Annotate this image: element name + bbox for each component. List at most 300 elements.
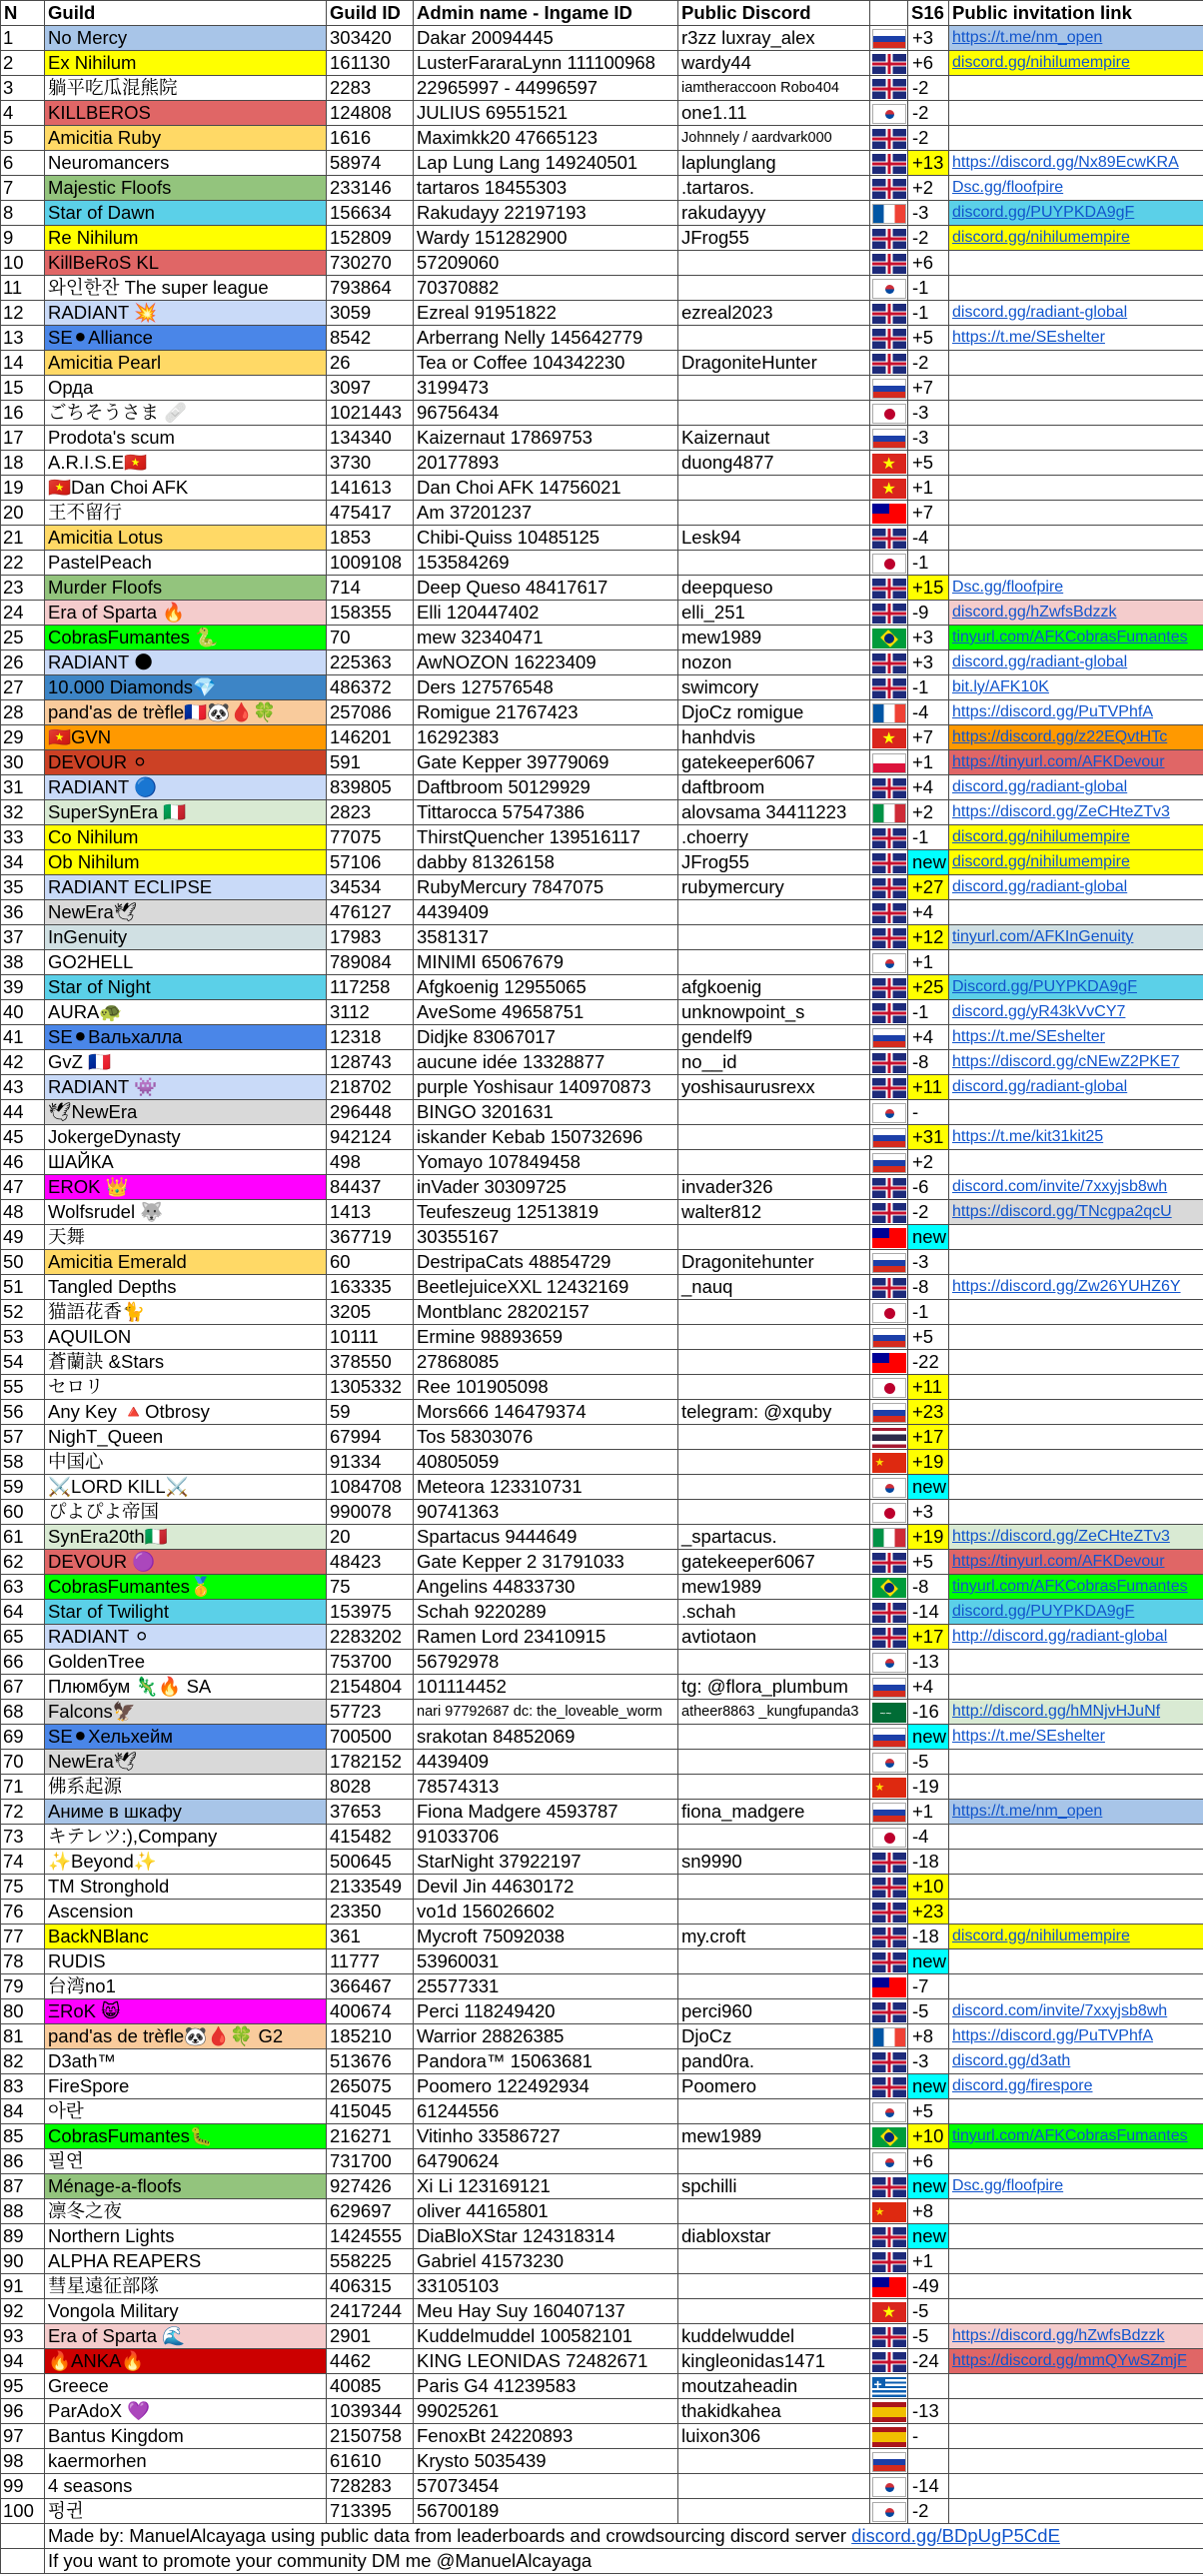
admin-cell: Didjke 83067017 xyxy=(414,1025,678,1050)
ru-flag-icon xyxy=(872,1128,906,1148)
invitation-link-cell xyxy=(949,1974,1203,1999)
footer-promo: If you want to promote your community DM me @ManuelAlcayaga xyxy=(45,2549,1203,2574)
guild-id-cell: 3097 xyxy=(327,376,414,401)
invitation-link[interactable]: discord.gg/nihilumempire xyxy=(952,54,1130,71)
s16-change-cell: new xyxy=(908,1225,949,1250)
rank-cell: 46 xyxy=(1,1150,45,1175)
invitation-link[interactable]: https://tinyurl.com/AFKDevour xyxy=(952,1553,1165,1570)
s16-change-cell: -13 xyxy=(908,2399,949,2424)
flag-cell xyxy=(870,1075,908,1100)
invitation-link-cell xyxy=(949,775,1203,800)
footer-discord-link[interactable]: discord.gg/BDpUgP5CdE xyxy=(851,2525,1060,2546)
guild-id-cell: 3730 xyxy=(327,451,414,476)
flag-cell xyxy=(870,1825,908,1850)
discord-cell xyxy=(678,326,870,351)
tw-flag-icon xyxy=(872,1228,906,1248)
s16-change-cell: -1 xyxy=(908,675,949,700)
rank-cell: 57 xyxy=(1,1425,45,1450)
invitation-link[interactable]: https://discord.gg/Nx89EcwKRA xyxy=(952,154,1179,171)
rank-cell: 14 xyxy=(1,351,45,376)
invitation-link[interactable]: discord.gg/nihilumempire xyxy=(952,1928,1130,1944)
table-row xyxy=(1,1275,1203,1300)
guild-id-cell: 218702 xyxy=(327,1075,414,1100)
admin-cell: StarNight 37922197 xyxy=(414,1850,678,1875)
guild-name-cell: Amicitia Emerald xyxy=(45,1250,327,1275)
s16-change-cell: - xyxy=(908,2424,949,2449)
s16-change-cell: new xyxy=(908,850,949,875)
invitation-link[interactable]: discord.com/invite/7xxyjsb8wh xyxy=(952,2002,1168,2019)
invitation-link[interactable]: discord.gg/nihilumempire xyxy=(952,853,1130,870)
invitation-link[interactable]: https://discord.gg/TNcgpa2qcU xyxy=(952,1203,1172,1220)
jp-flag-icon xyxy=(872,1503,906,1523)
invitation-link-cell xyxy=(949,76,1203,101)
guild-name-cell: ごちそうさま 🩹 xyxy=(45,401,327,426)
rank-cell: 34 xyxy=(1,850,45,875)
flag-cell xyxy=(870,51,908,76)
discord-cell: telegram: @xquby xyxy=(678,1400,870,1425)
table-row xyxy=(1,201,1203,226)
guild-name-cell: Majestic Floofs xyxy=(45,176,327,201)
invitation-link[interactable]: https://discord.gg/PuTVPhfA xyxy=(952,703,1153,720)
uk-flag-icon xyxy=(872,54,906,74)
table-row xyxy=(1,1125,1203,1150)
guild-id-cell: 558225 xyxy=(327,2249,414,2274)
uk-flag-icon xyxy=(872,1603,906,1623)
invitation-link[interactable]: https://discord.gg/hZwfsBdzzk xyxy=(952,2327,1165,2344)
invitation-link[interactable]: Discord.gg/PUYPKDA9gF xyxy=(952,978,1137,995)
invitation-link[interactable]: https://t.me/nm_open xyxy=(952,29,1103,46)
guild-id-cell: 57723 xyxy=(327,1700,414,1725)
invitation-link-cell xyxy=(949,1900,1203,1925)
guild-name-cell: BackNBlanc xyxy=(45,1925,327,1949)
rank-cell: 59 xyxy=(1,1475,45,1500)
discord-cell: atheer8863 _kungfupanda3 xyxy=(678,1700,870,1725)
invitation-link[interactable]: discord.gg/hZwfsBdzzk xyxy=(952,604,1117,621)
guild-id-cell: 714 xyxy=(327,576,414,601)
guild-name-cell: Falcons🦅 xyxy=(45,1700,327,1725)
table-row xyxy=(1,76,1203,101)
invitation-link-cell xyxy=(949,51,1203,76)
guild-id-cell: 58974 xyxy=(327,151,414,176)
ru-flag-icon xyxy=(872,2452,906,2472)
guild-id-cell: 57106 xyxy=(327,850,414,875)
discord-cell xyxy=(678,1900,870,1925)
flag-cell xyxy=(870,1125,908,1150)
flag-cell xyxy=(870,2299,908,2324)
s16-change-cell: +1 xyxy=(908,1800,949,1825)
guild-id-cell: 3059 xyxy=(327,301,414,326)
table-row xyxy=(1,1200,1203,1225)
guild-id-cell: 513676 xyxy=(327,2049,414,2074)
s16-change-cell: +1 xyxy=(908,476,949,501)
rank-cell: 35 xyxy=(1,875,45,900)
invitation-link-cell xyxy=(949,1350,1203,1375)
flag-cell xyxy=(870,775,908,800)
guild-name-cell: Amicitia Ruby xyxy=(45,126,327,151)
admin-cell: Ermine 98893659 xyxy=(414,1325,678,1350)
invitation-link[interactable]: bit.ly/AFK10K xyxy=(952,678,1049,695)
flag-cell xyxy=(870,426,908,451)
table-row xyxy=(1,576,1203,601)
discord-cell: .choerry xyxy=(678,825,870,850)
guild-name-cell: 🇻🇳GVN xyxy=(45,725,327,750)
admin-cell: inVader 30309725 xyxy=(414,1175,678,1200)
invitation-link-cell xyxy=(949,576,1203,601)
flag-cell xyxy=(870,1949,908,1974)
invitation-link[interactable]: discord.gg/firespore xyxy=(952,2077,1093,2094)
s16-change-cell: -5 xyxy=(908,2299,949,2324)
s16-change-cell: -8 xyxy=(908,1050,949,1075)
discord-cell xyxy=(678,1500,870,1525)
discord-cell: moutzaheadin xyxy=(678,2374,870,2399)
s16-change-cell: -1 xyxy=(908,1000,949,1025)
s16-change-cell: -2 xyxy=(908,351,949,376)
invitation-link-cell xyxy=(949,101,1203,126)
discord-cell: mew1989 xyxy=(678,626,870,650)
flag-cell xyxy=(870,1850,908,1875)
discord-cell: _nauq xyxy=(678,1275,870,1300)
table-row xyxy=(1,2399,1203,2424)
invitation-link[interactable]: https://discord.gg/ZeCHteZTv3 xyxy=(952,803,1170,820)
invitation-link[interactable]: https://discord.gg/z22EQvtHTc xyxy=(952,728,1168,745)
guild-name-cell: Vongola Military xyxy=(45,2299,327,2324)
guild-name-cell: Co Nihilum xyxy=(45,825,327,850)
s16-change-cell: -18 xyxy=(908,1925,949,1949)
invitation-link[interactable]: https://discord.gg/cNEwZ2PKE7 xyxy=(952,1053,1180,1070)
s16-change-cell: -4 xyxy=(908,700,949,725)
guild-name-cell: セロリ xyxy=(45,1375,327,1400)
table-row xyxy=(1,326,1203,351)
uk-flag-icon xyxy=(872,1628,906,1648)
flag-cell xyxy=(870,1900,908,1925)
invitation-link[interactable]: tinyurl.com/AFKCobrasFumantes xyxy=(952,629,1188,645)
guild-id-cell: 163335 xyxy=(327,1275,414,1300)
discord-cell xyxy=(678,1225,870,1250)
invitation-link[interactable]: discord.gg/nihilumempire xyxy=(952,828,1130,845)
invitation-link[interactable]: discord.gg/yR43kVvCY7 xyxy=(952,1003,1126,1020)
kr-flag-icon xyxy=(872,1478,906,1498)
invitation-link[interactable]: discord.gg/radiant-global xyxy=(952,878,1128,895)
uk-flag-icon xyxy=(872,2052,906,2072)
rank-cell: 83 xyxy=(1,2074,45,2099)
guild-id-cell: 158355 xyxy=(327,601,414,626)
rank-cell: 48 xyxy=(1,1200,45,1225)
discord-cell xyxy=(678,1325,870,1350)
guild-name-cell: SE⚫Вальхалла xyxy=(45,1025,327,1050)
guild-id-cell: 23350 xyxy=(327,1900,414,1925)
rank-cell: 81 xyxy=(1,2024,45,2049)
invitation-link[interactable]: discord.gg/radiant-global xyxy=(952,304,1128,321)
flag-cell xyxy=(870,151,908,176)
invitation-link[interactable]: https://t.me/kit31kit25 xyxy=(952,1128,1104,1145)
rank-cell: 74 xyxy=(1,1850,45,1875)
guild-id-cell: 927426 xyxy=(327,2174,414,2199)
guild-name-cell: Era of Sparta 🌊 xyxy=(45,2324,327,2349)
guild-id-cell: 59 xyxy=(327,1400,414,1425)
table-row xyxy=(1,1475,1203,1500)
s16-change-cell: +1 xyxy=(908,950,949,975)
tw-flag-icon xyxy=(872,1977,906,1997)
invitation-link-cell xyxy=(949,476,1203,501)
guild-name-cell: 台湾no1 xyxy=(45,1974,327,1999)
table-row xyxy=(1,1400,1203,1425)
s16-change-cell: -49 xyxy=(908,2274,949,2299)
vn-flag-icon xyxy=(872,2302,906,2322)
invitation-link[interactable]: discord.gg/radiant-global xyxy=(952,778,1128,795)
ru-flag-icon xyxy=(872,429,906,449)
admin-cell: 56792978 xyxy=(414,1650,678,1675)
invitation-link-cell xyxy=(949,1775,1203,1800)
invitation-link-cell xyxy=(949,526,1203,551)
guild-id-cell: 2417244 xyxy=(327,2299,414,2324)
s16-change-cell: +1 xyxy=(908,750,949,775)
table-row xyxy=(1,1775,1203,1800)
uk-flag-icon xyxy=(872,154,906,174)
invitation-link-cell xyxy=(949,201,1203,226)
flag-cell xyxy=(870,2049,908,2074)
invitation-link[interactable]: tinyurl.com/AFKCobrasFumantes xyxy=(952,2127,1188,2144)
admin-cell: Dakar 20094445 xyxy=(414,26,678,51)
flag-cell xyxy=(870,1325,908,1350)
invitation-link[interactable]: https://tinyurl.com/AFKDevour xyxy=(952,753,1165,770)
invitation-link[interactable]: https://discord.gg/mmQYwSZmjF xyxy=(952,2352,1187,2369)
guild-name-cell: ✨Beyond✨ xyxy=(45,1850,327,1875)
invitation-link-cell xyxy=(949,2449,1203,2474)
table-row xyxy=(1,2274,1203,2299)
s16-change-cell: -3 xyxy=(908,426,949,451)
table-row xyxy=(1,301,1203,326)
admin-cell: Pandora™ 15063681 xyxy=(414,2049,678,2074)
invitation-link[interactable]: https://discord.gg/ZeCHteZTv3 xyxy=(952,1528,1170,1545)
table-row xyxy=(1,1675,1203,1700)
guild-name-cell: SynEra20th🇮🇹 xyxy=(45,1525,327,1550)
rank-cell: 31 xyxy=(1,775,45,800)
s16-change-cell: -2 xyxy=(908,226,949,251)
s16-change-cell: +7 xyxy=(908,501,949,526)
rank-cell: 44 xyxy=(1,1100,45,1125)
rank-cell: 86 xyxy=(1,2149,45,2174)
table-row xyxy=(1,351,1203,376)
table-row xyxy=(1,800,1203,825)
invitation-link-cell xyxy=(949,925,1203,950)
flag-cell xyxy=(870,126,908,151)
discord-cell: pand0ra. xyxy=(678,2049,870,2074)
rank-cell: 52 xyxy=(1,1300,45,1325)
admin-cell: Paris G4 41239583 xyxy=(414,2374,678,2399)
flag-cell xyxy=(870,1200,908,1225)
invitation-link[interactable]: Dsc.gg/floofpire xyxy=(952,179,1064,196)
discord-cell xyxy=(678,1100,870,1125)
jp-flag-icon xyxy=(872,1828,906,1848)
s16-change-cell: +17 xyxy=(908,1425,949,1450)
table-row xyxy=(1,1800,1203,1825)
rank-cell: 51 xyxy=(1,1275,45,1300)
table-row xyxy=(1,1175,1203,1200)
s16-change-cell: -2 xyxy=(908,2499,949,2524)
invitation-link[interactable]: Dsc.gg/floofpire xyxy=(952,2177,1064,2194)
discord-cell xyxy=(678,1425,870,1450)
flag-cell xyxy=(870,551,908,576)
discord-cell: mew1989 xyxy=(678,1575,870,1600)
rank-cell: 72 xyxy=(1,1800,45,1825)
invitation-link[interactable]: discord.gg/PUYPKDA9gF xyxy=(952,1603,1135,1620)
invitation-link[interactable]: Dsc.gg/floofpire xyxy=(952,579,1064,596)
flag-cell xyxy=(870,401,908,426)
header-link: Public invitation link xyxy=(949,1,1203,26)
guild-name-cell: Greece xyxy=(45,2374,327,2399)
invitation-link-cell xyxy=(949,1400,1203,1425)
invitation-link[interactable]: discord.gg/radiant-global xyxy=(952,653,1128,670)
discord-cell xyxy=(678,1475,870,1500)
discord-cell: fiona_madgere xyxy=(678,1800,870,1825)
invitation-link[interactable]: tinyurl.com/AFKInGenuity xyxy=(952,928,1134,945)
table-row xyxy=(1,2149,1203,2174)
invitation-link-cell xyxy=(949,1850,1203,1875)
rank-cell: 99 xyxy=(1,2474,45,2499)
admin-cell: 96756434 xyxy=(414,401,678,426)
guild-id-cell: 839805 xyxy=(327,775,414,800)
guild-name-cell: Tangled Depths xyxy=(45,1275,327,1300)
invitation-link-cell xyxy=(949,2224,1203,2249)
s16-change-cell: +6 xyxy=(908,2149,949,2174)
rank-cell: 75 xyxy=(1,1875,45,1900)
flag-cell xyxy=(870,1400,908,1425)
rank-cell: 41 xyxy=(1,1025,45,1050)
invitation-link[interactable]: https://discord.gg/PuTVPhfA xyxy=(952,2027,1153,2044)
table-row xyxy=(1,1925,1203,1949)
invitation-link-cell xyxy=(949,501,1203,526)
table-row xyxy=(1,1225,1203,1250)
invitation-link-cell xyxy=(949,750,1203,775)
invitation-link-cell xyxy=(949,1125,1203,1150)
invitation-link[interactable]: http://discord.gg/hMNjvHJuNf xyxy=(952,1703,1161,1720)
admin-cell: 16292383 xyxy=(414,725,678,750)
flag-cell xyxy=(870,2499,908,2524)
admin-cell: Tea or Coffee 104342230 xyxy=(414,351,678,376)
invitation-link[interactable]: tinyurl.com/AFKCobrasFumantes xyxy=(952,1578,1188,1595)
admin-cell: 40805059 xyxy=(414,1450,678,1475)
kr-flag-icon xyxy=(872,1753,906,1773)
invitation-link[interactable]: discord.gg/radiant-global xyxy=(952,1078,1128,1095)
invitation-link-cell xyxy=(949,1450,1203,1475)
rank-cell: 3 xyxy=(1,76,45,101)
th-flag-icon xyxy=(872,1428,906,1448)
table-row xyxy=(1,950,1203,975)
discord-cell: iamtheraccoon Robo404 xyxy=(678,76,870,101)
flag-cell xyxy=(870,1550,908,1575)
s16-change-cell: +23 xyxy=(908,1400,949,1425)
discord-cell: avtiotaon xyxy=(678,1625,870,1650)
discord-cell xyxy=(678,2249,870,2274)
guild-id-cell: 789084 xyxy=(327,950,414,975)
discord-cell xyxy=(678,2274,870,2299)
table-row xyxy=(1,2199,1203,2224)
invitation-link-cell xyxy=(949,276,1203,301)
invitation-link-cell xyxy=(949,126,1203,151)
table-row xyxy=(1,26,1203,51)
header-s16: S16 xyxy=(908,1,949,26)
invitation-link[interactable]: discord.gg/d3ath xyxy=(952,2052,1071,2069)
guild-id-cell: 498 xyxy=(327,1150,414,1175)
guild-id-cell: 1424555 xyxy=(327,2224,414,2249)
invitation-link-cell xyxy=(949,1225,1203,1250)
rank-cell: 1 xyxy=(1,26,45,51)
guild-name-cell: 王不留行 xyxy=(45,501,327,526)
table-row xyxy=(1,1650,1203,1675)
discord-cell: DjoCz romigue xyxy=(678,700,870,725)
admin-cell: Gabriel 41573230 xyxy=(414,2249,678,2274)
invitation-link[interactable]: discord.gg/nihilumempire xyxy=(952,229,1130,246)
invitation-link[interactable]: https://t.me/SEshelter xyxy=(952,329,1105,346)
guild-name-cell: pand'as de trèfle🐼🩸🍀 G2 xyxy=(45,2024,327,2049)
invitation-link[interactable]: https://t.me/SEshelter xyxy=(952,1028,1105,1045)
s16-change-cell: +17 xyxy=(908,1625,949,1650)
rank-cell: 4 xyxy=(1,101,45,126)
guild-name-cell: DEVOUR 🟣 xyxy=(45,1550,327,1575)
table-row xyxy=(1,1150,1203,1175)
s16-change-cell: +1 xyxy=(908,2249,949,2274)
rank-cell: 79 xyxy=(1,1974,45,1999)
invitation-link[interactable]: https://t.me/nm_open xyxy=(952,1803,1103,1820)
guild-name-cell: Amicitia Pearl xyxy=(45,351,327,376)
uk-flag-icon xyxy=(872,2002,906,2022)
admin-cell: Spartacus 9444649 xyxy=(414,1525,678,1550)
s16-change-cell: -5 xyxy=(908,2324,949,2349)
admin-cell: 4439409 xyxy=(414,900,678,925)
guild-id-cell: 1305332 xyxy=(327,1375,414,1400)
flag-cell xyxy=(870,2399,908,2424)
es-flag-icon xyxy=(872,2427,906,2447)
admin-cell: Mors666 146479374 xyxy=(414,1400,678,1425)
guild-name-cell: Murder Floofs xyxy=(45,576,327,601)
rank-cell: 70 xyxy=(1,1750,45,1775)
admin-cell: dabby 81326158 xyxy=(414,850,678,875)
s16-change-cell: -14 xyxy=(908,2474,949,2499)
guild-name-cell: ALPHA REAPERS xyxy=(45,2249,327,2274)
guild-id-cell: 12318 xyxy=(327,1025,414,1050)
rank-cell: 12 xyxy=(1,301,45,326)
table-row xyxy=(1,1500,1203,1525)
table-row xyxy=(1,2449,1203,2474)
discord-cell xyxy=(678,1150,870,1175)
invitation-link[interactable]: https://t.me/SEshelter xyxy=(952,1728,1105,1745)
ru-flag-icon xyxy=(872,1028,906,1048)
admin-cell: LusterFararaLynn 111100968 xyxy=(414,51,678,76)
rank-cell: 5 xyxy=(1,126,45,151)
guild-name-cell: Star of Night xyxy=(45,975,327,1000)
invitation-link[interactable]: discord.com/invite/7xxyjsb8wh xyxy=(952,1178,1168,1195)
admin-cell: Wardy 151282900 xyxy=(414,226,678,251)
admin-cell: Ree 101905098 xyxy=(414,1375,678,1400)
table-row xyxy=(1,1450,1203,1475)
guild-name-cell: Era of Sparta 🔥 xyxy=(45,601,327,626)
header-admin: Admin name - Ingame ID xyxy=(414,1,678,26)
s16-change-cell: +7 xyxy=(908,376,949,401)
rank-cell: 18 xyxy=(1,451,45,476)
invitation-link-cell xyxy=(949,26,1203,51)
footer-credit-text: Made by: ManuelAlcayaga using public data from leaderboards and crowdsourcing discord server xyxy=(48,2525,847,2546)
invitation-link[interactable]: http://discord.gg/radiant-global xyxy=(952,1628,1168,1645)
invitation-link[interactable]: discord.gg/PUYPKDA9gF xyxy=(952,204,1135,221)
invitation-link[interactable]: https://discord.gg/Zw26YUHZ6Y xyxy=(952,1278,1181,1295)
discord-cell: kingleonidas1471 xyxy=(678,2349,870,2374)
s16-change-cell: -1 xyxy=(908,551,949,576)
uk-flag-icon xyxy=(872,878,906,898)
s16-change-cell: -3 xyxy=(908,1250,949,1275)
s16-change-cell xyxy=(908,2374,949,2399)
discord-cell xyxy=(678,1875,870,1900)
table-row xyxy=(1,725,1203,750)
